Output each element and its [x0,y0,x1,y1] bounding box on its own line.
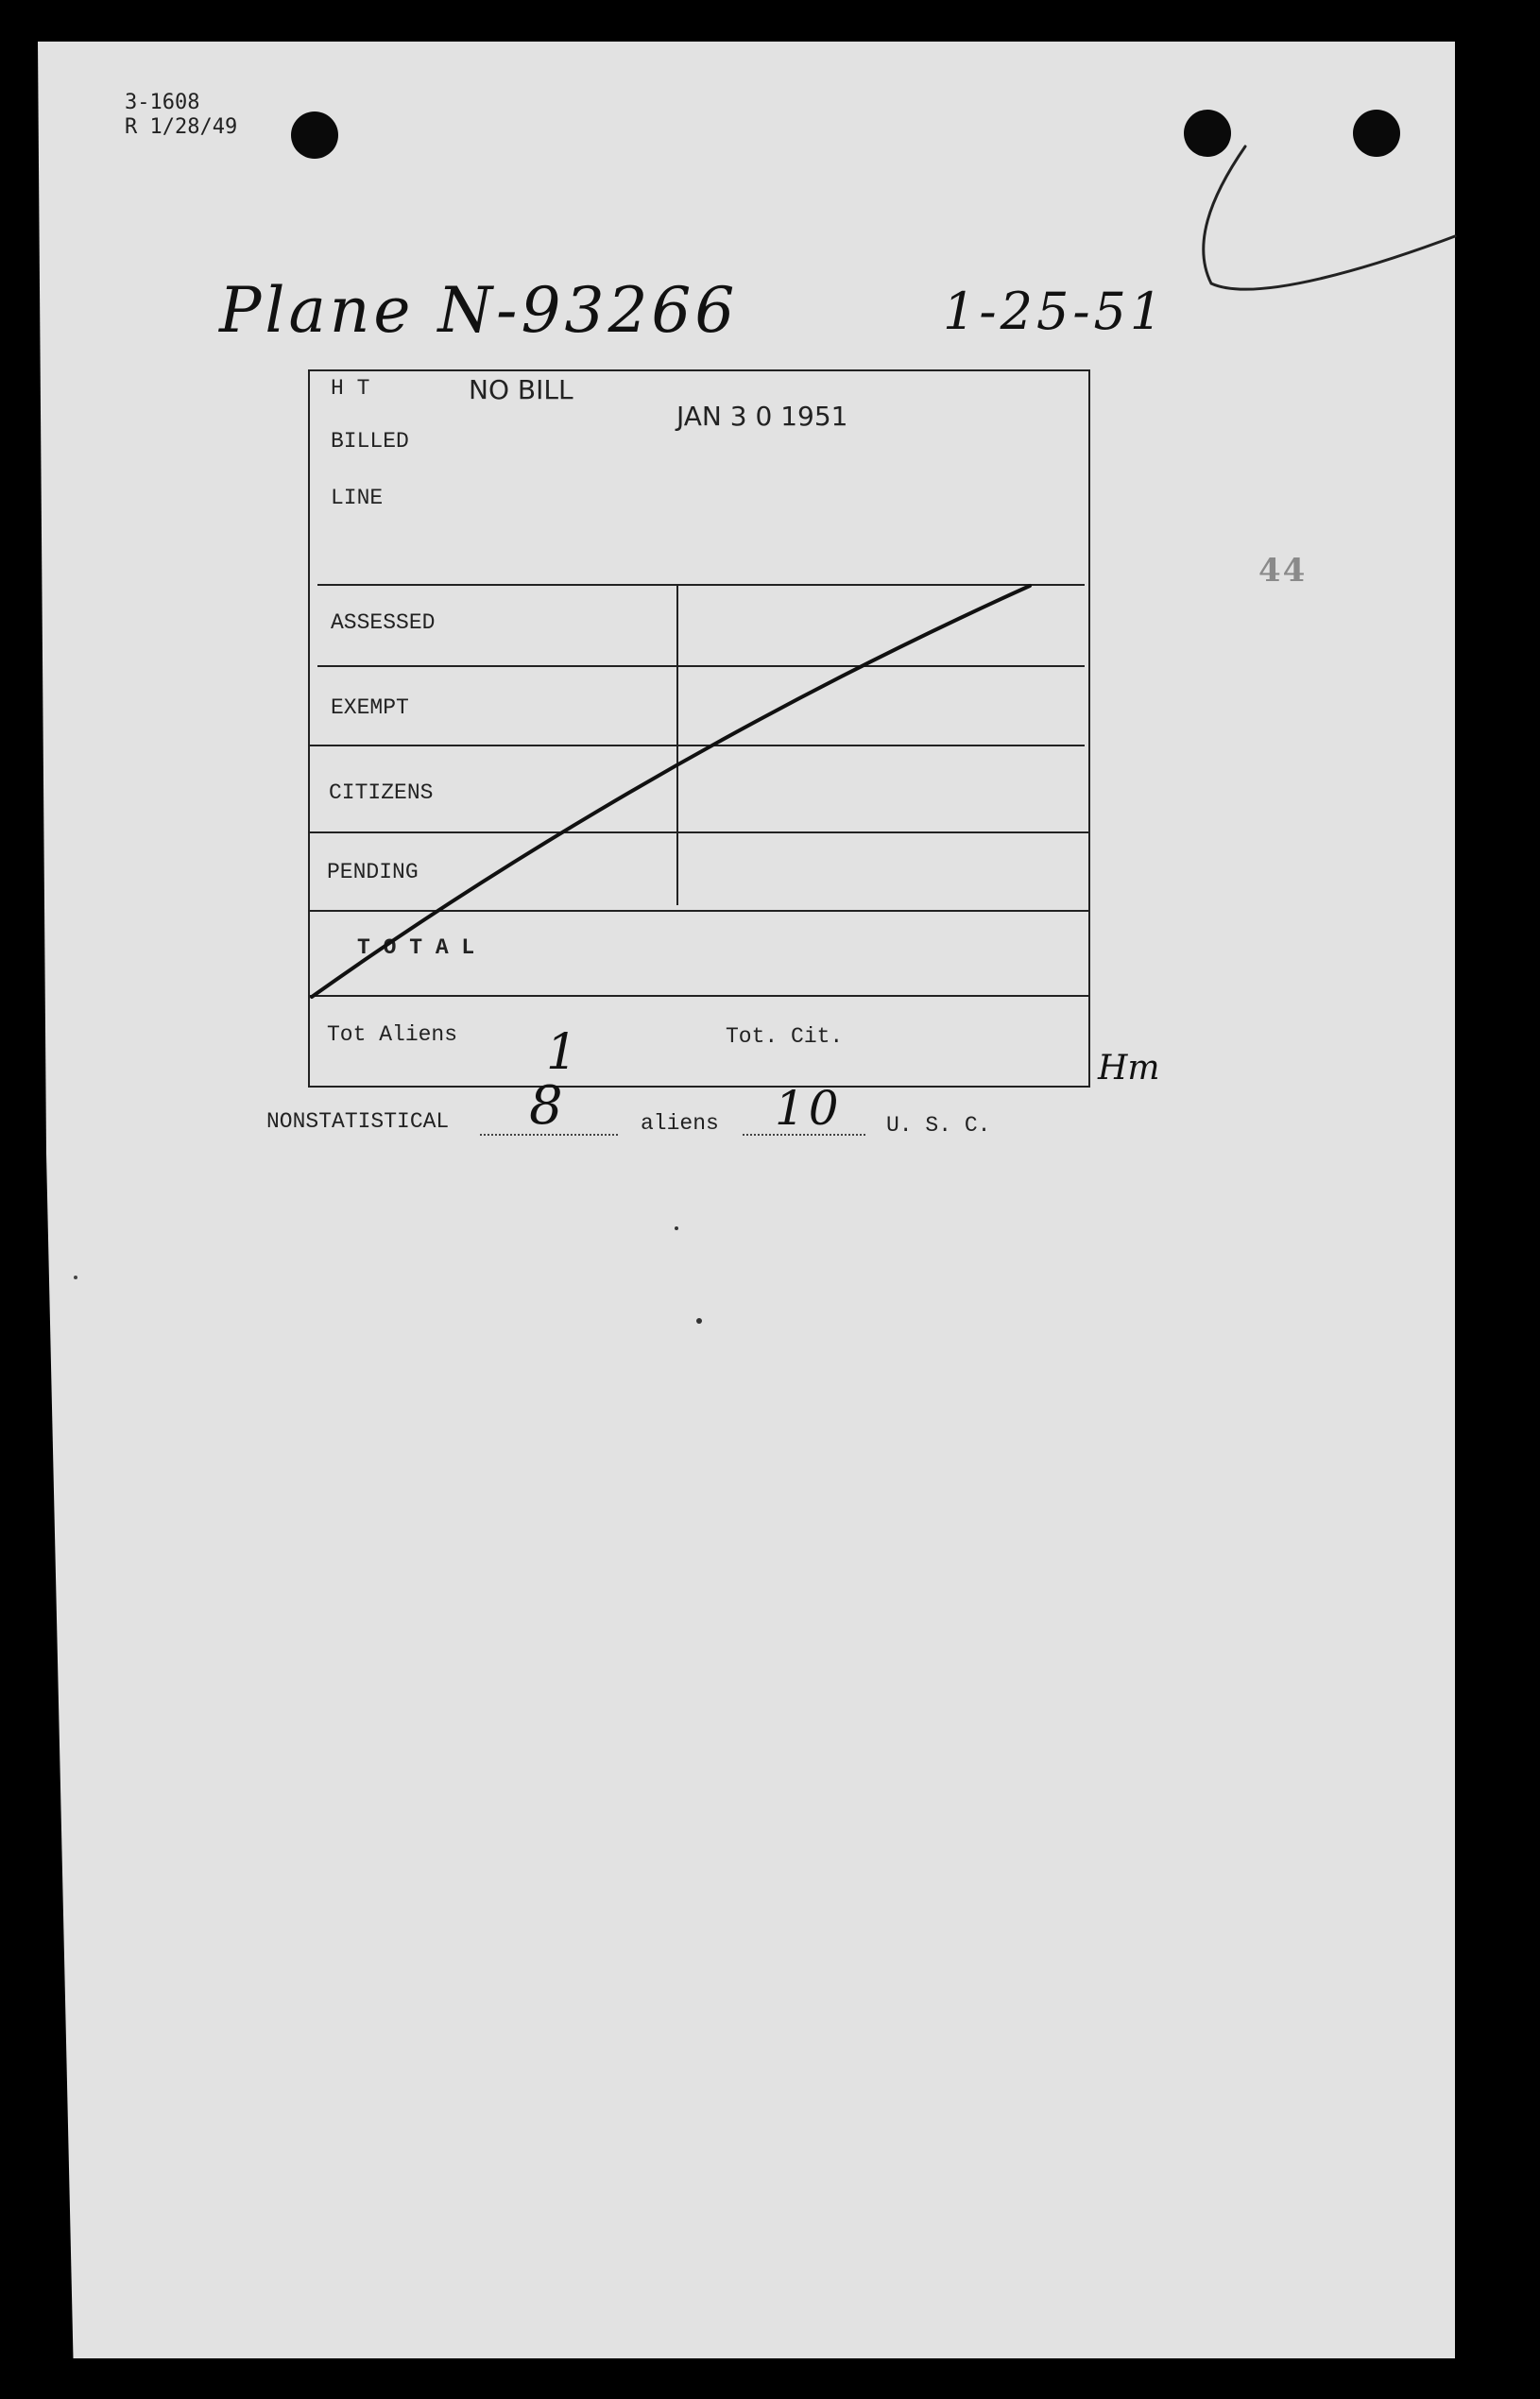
received-date-stamp: JAN 3 0 1951 [676,401,848,432]
form-revision-date: R 1/28/49 [125,115,238,139]
stray-dot [74,1276,77,1279]
no-bill-stamp: NO BILL [469,374,573,405]
corner-curve-stroke [1204,146,1455,289]
aliens-label: aliens [641,1111,719,1136]
nonstatistical-label: NONSTATISTICAL [266,1109,450,1134]
assessed-label: ASSESSED [331,610,436,635]
line-label: LINE [331,486,384,510]
citizens-label: CITIZENS [329,780,434,805]
stray-dot [675,1226,678,1230]
initials-handwritten: Hm [1098,1049,1160,1088]
aliens-count-handwritten: 8 [529,1075,567,1137]
page-number: 44 [1258,552,1308,590]
stray-dot [696,1318,702,1324]
billed-label: BILLED [331,429,409,454]
tot-cit-label: Tot. Cit. [726,1024,844,1049]
total-label: T O T A L [357,935,475,960]
form-number: 3-1608 [125,91,200,114]
tot-aliens-handwritten-mark: 1 [546,1024,582,1081]
exempt-label: EXEMPT [331,695,409,720]
pending-label: PENDING [327,860,419,884]
usc-count-handwritten: 10 [775,1081,843,1136]
ht-label: H T [331,376,370,401]
plane-number-handwritten: Plane N-93266 [219,274,739,347]
usc-label: U. S. C. [886,1113,991,1138]
tot-aliens-label: Tot Aliens [327,1022,458,1047]
diagonal-cancel-stroke [312,586,1030,997]
date-handwritten: 1-25-51 [943,282,1167,341]
